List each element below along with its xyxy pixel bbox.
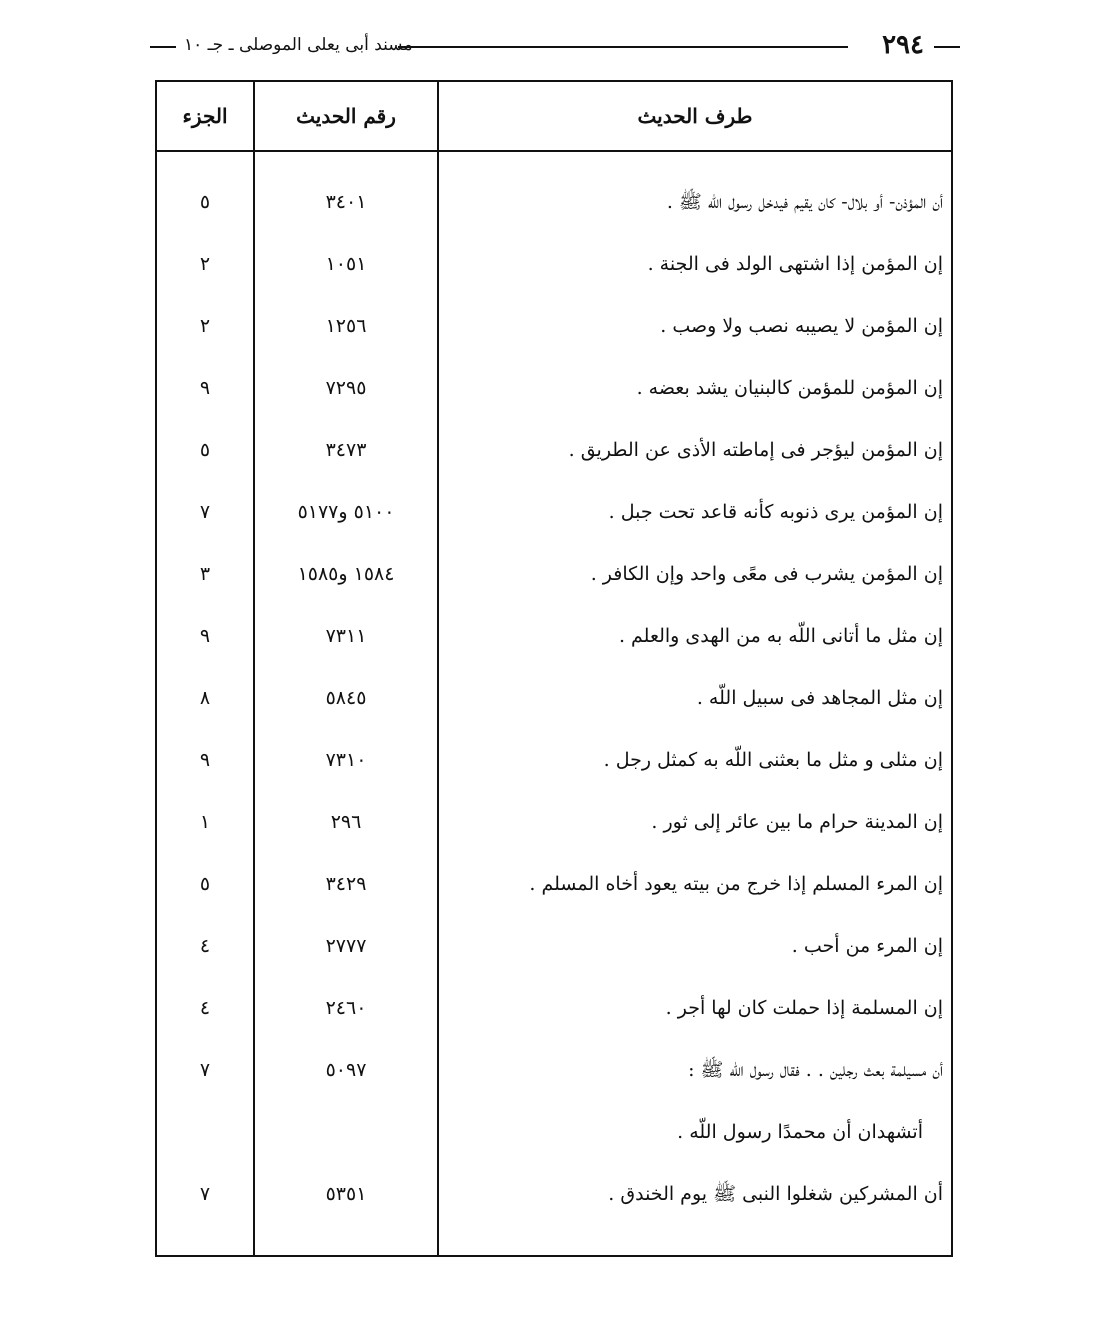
- volume-number: ١: [199, 811, 211, 833]
- volume-number: ٤: [199, 997, 211, 1019]
- table-row: [157, 667, 951, 729]
- hadith-number: ٣٤٧٣: [325, 439, 367, 461]
- hadith-number: ٧٢٩٥: [325, 377, 367, 399]
- page-header: [150, 28, 960, 62]
- hadith-text: أن المشركين شغلوا النبى ﷺ يوم الخندق .: [608, 1183, 943, 1205]
- table-row: [157, 853, 951, 915]
- volume-number: ٧: [199, 1183, 211, 1205]
- table-row: [157, 1039, 951, 1101]
- volume-number: ٧: [199, 1059, 211, 1081]
- hadith-text: إن المؤمن ليؤجر فى إماطته الأذى عن الطريق .: [568, 439, 943, 461]
- table-row-continuation: [157, 1101, 951, 1163]
- hadith-text: إن المؤمن إذا اشتهى الولد فى الجنة .: [647, 253, 943, 275]
- volume-number: ٤: [199, 935, 211, 957]
- page-number: ٢٩٤: [876, 28, 930, 62]
- table-row: [157, 481, 951, 543]
- hadith-text: أن مسيلمة بعث رجلين . . فقال رسول اللّه ﷺ :: [688, 1059, 943, 1081]
- running-title: مسند أبى يعلى الموصلى ـ جـ ١٠: [184, 35, 413, 55]
- column-header-part: الجزء: [182, 104, 228, 128]
- hadith-number: ٥٠٩٧: [325, 1059, 367, 1081]
- hadith-number: ٥١٠٠ و٥١٧٧: [297, 501, 395, 523]
- hadith-text: إن المرء من أحب .: [791, 935, 943, 957]
- table-row: [157, 915, 951, 977]
- volume-number: ٥: [199, 439, 211, 461]
- hadith-text: إن المؤمن يشرب فى معًى واحد وإن الكافر .: [590, 563, 943, 585]
- header-rule: [398, 46, 848, 48]
- hadith-number: ٢٩٦: [330, 811, 362, 833]
- table-row: [157, 357, 951, 419]
- table-row: [157, 977, 951, 1039]
- volume-number: ٥: [199, 191, 211, 213]
- hadith-text: أتشهدان أن محمدًا رسول اللّه .: [677, 1121, 923, 1143]
- table-row: [157, 791, 951, 853]
- hadith-text: إن مثل المجاهد فى سبيل اللّه .: [696, 687, 943, 709]
- column-header-number: رقم الحديث: [296, 104, 396, 128]
- volume-number: ٩: [199, 749, 211, 771]
- table-row: [157, 1163, 951, 1225]
- hadith-text: إن المدينة حرام ما بين عائر إلى ثور .: [651, 811, 943, 833]
- hadith-number: ١٥٨٤ و١٥٨٥: [297, 563, 395, 585]
- table-row: [157, 729, 951, 791]
- table-row: [157, 171, 951, 233]
- volume-number: ٩: [199, 625, 211, 647]
- table-row: [157, 543, 951, 605]
- hadith-number: ٢٤٦٠: [325, 997, 367, 1019]
- hadith-index-table: [155, 80, 953, 1257]
- hadith-number: ٧٣١١: [325, 625, 367, 647]
- hadith-number: ١٢٥٦: [325, 315, 367, 337]
- hadith-text: إن المسلمة إذا حملت كان لها أجر .: [665, 997, 943, 1019]
- table-row: [157, 419, 951, 481]
- hadith-number: ١٠٥١: [325, 253, 367, 275]
- volume-number: ٢: [199, 253, 211, 275]
- header-divider: [157, 150, 951, 152]
- hadith-text: إن مثلى و مثل ما بعثنى اللّه به كمثل رجل .: [603, 749, 943, 771]
- volume-number: ٣: [199, 563, 211, 585]
- hadith-text: إن مثل ما أتانى اللّه به من الهدى والعلم .: [618, 625, 943, 647]
- hadith-number: ٣٤٢٩: [325, 873, 367, 895]
- volume-number: ٢: [199, 315, 211, 337]
- volume-number: ٩: [199, 377, 211, 399]
- hadith-text: إن المرء المسلم إذا خرج من بيته يعود أخاه المسلم .: [529, 873, 943, 895]
- hadith-text: أن المؤذن- أو بلال- كان يقيم فيدخل رسول اللّه ﷺ .: [666, 191, 943, 213]
- hadith-number: ٥٨٤٥: [325, 687, 367, 709]
- hadith-text: إن المؤمن لا يصيبه نصب ولا وصب .: [660, 315, 943, 337]
- header-dash: [934, 46, 960, 48]
- table-row: [157, 605, 951, 667]
- volume-number: ٧: [199, 501, 211, 523]
- column-header-hadith: طرف الحديث: [637, 104, 753, 128]
- hadith-number: ٣٤٠١: [325, 191, 367, 213]
- header-dash: [150, 46, 176, 48]
- hadith-number: ٢٧٧٧: [325, 935, 367, 957]
- volume-number: ٨: [199, 687, 211, 709]
- hadith-number: ٥٣٥١: [325, 1183, 367, 1205]
- hadith-text: إن المؤمن يرى ذنوبه كأنه قاعد تحت جبل .: [608, 501, 943, 523]
- hadith-number: [255, 1101, 437, 1163]
- volume-number: [157, 1101, 253, 1163]
- table-row: [157, 233, 951, 295]
- hadith-text: إن المؤمن للمؤمن كالبنيان يشد بعضه .: [636, 377, 943, 399]
- table-row: [157, 295, 951, 357]
- volume-number: ٥: [199, 873, 211, 895]
- hadith-number: ٧٣١٠: [325, 749, 367, 771]
